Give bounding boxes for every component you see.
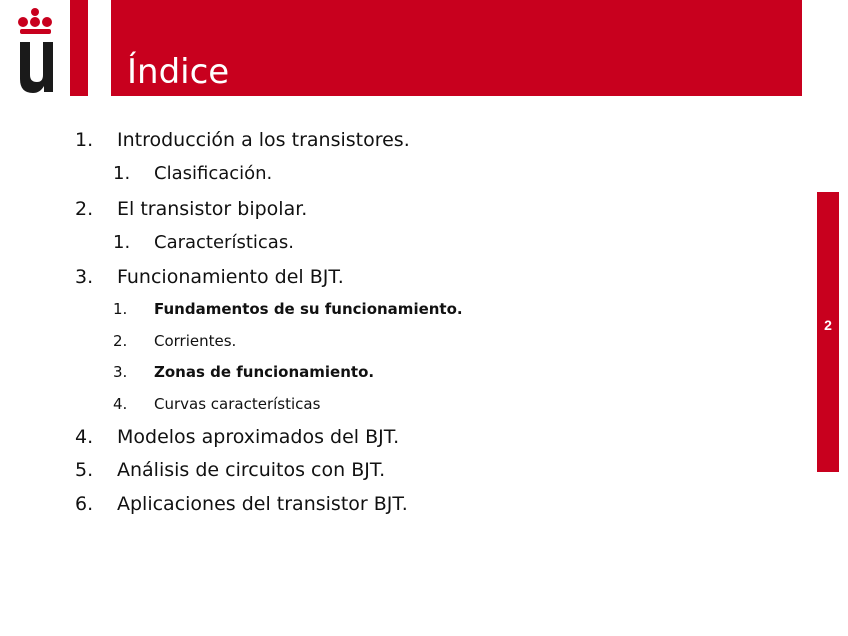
item-text: Aplicaciones del transistor BJT.	[117, 493, 408, 515]
item-number: 2.	[75, 198, 94, 220]
item-text: Funcionamiento del BJT.	[117, 266, 344, 288]
item-text: Zonas de funcionamiento.	[154, 363, 375, 381]
item-text: Curvas características	[154, 395, 321, 413]
item-text: Fundamentos de su funcionamiento.	[154, 300, 463, 318]
item-text: El transistor bipolar.	[117, 198, 308, 220]
item-text: Clasificación.	[154, 163, 273, 184]
item-text: Introducción a los transistores.	[117, 129, 410, 151]
page-number: 2	[824, 317, 832, 333]
item-number: 5.	[75, 459, 94, 481]
item-text: Características.	[154, 232, 294, 253]
item-number: 1.	[113, 163, 131, 184]
item-text: Análisis de circuitos con BJT.	[117, 459, 386, 481]
item-number: 2.	[113, 332, 128, 350]
item-number: 1.	[113, 300, 128, 318]
page-title: Índice	[127, 52, 230, 92]
item-number: 3.	[75, 266, 94, 288]
item-number: 4.	[113, 395, 128, 413]
item-number: 1.	[113, 232, 131, 253]
item-text: Modelos aproximados del BJT.	[117, 426, 400, 448]
item-number: 3.	[113, 363, 128, 381]
item-number: 4.	[75, 426, 94, 448]
item-number: 6.	[75, 493, 94, 515]
item-number: 1.	[75, 129, 94, 151]
item-text: Corrientes.	[154, 332, 237, 350]
